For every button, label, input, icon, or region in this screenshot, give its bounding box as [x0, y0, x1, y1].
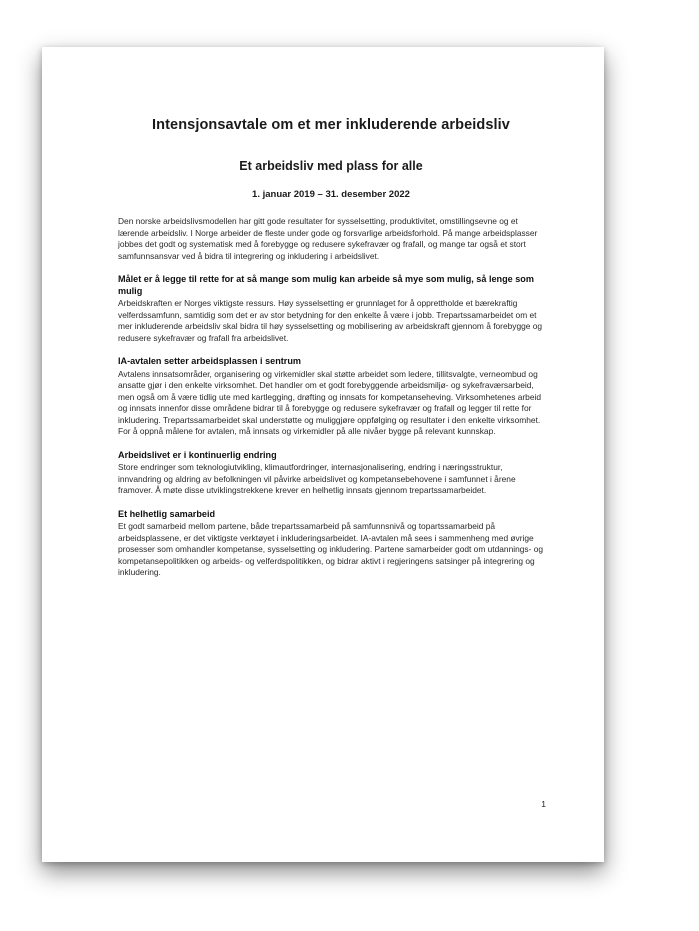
- section-heading-cooperation: Et helhetlig samarbeid: [118, 508, 216, 519]
- section-body-change: Store endringer som teknologiutvikling, klimautfordringer, internasjonalisering, endring i næringsstruktur, innvandring og aldring av befolkningen vil påvirke arbeidslivet og kompetansebehovene i samfunnet i årene framover. Å møte disse utviklingstrekkene krever en helhetlig innsats gjennom trepartssamarbeidet.: [118, 462, 516, 495]
- section-heading-change: Arbeidslivet er i kontinuerlig endring: [118, 449, 277, 460]
- section-heading-workplace: IA-avtalen setter arbeidsplassen i sentrum: [118, 356, 301, 366]
- section-body-goal: Arbeidskraften er Norges viktigste ressurs. Høy sysselsetting er grunnlaget for å opprettholde et bærekraftig velferdssamfunn, samtidig som det er av stor betydning for den enkelte å være i jobb. Trepartssamarbeidet om et mer inkluderende arbeidsliv skal bidra til høy sysselsetting og mobilisering av arbeidskraft gjennom å forebygge og redusere sykefravær og frafall fra arbeidslivet.: [118, 298, 543, 343]
- intro-paragraph: Den norske arbeidslivsmodellen har gitt gode resultater for sysselsetting, produktivitet, omstillingsevne og et lærende arbeidsliv. I Norge arbeider de fleste under gode og forsvarlige arbeidsforhold. På mange arbeidsplasser jobbes det godt og systematisk med å forebygge og redusere sykefravær og frafall, og mange tar også et stort samfunnsansvar ved å bidra til integrering og inkludering i arbeidslivet.: [118, 216, 538, 261]
- document-page: [42, 47, 604, 862]
- section-body-cooperation: Et godt samarbeid mellom partene, både trepartssamarbeid på samfunnsnivå og topartssamarbeid på arbeidsplassene, er det viktigste verktøyet i inkluderingsarbeidet. IA-avtalen må sees i sammenheng med øvrige prosesser som omhandler kompetanse, sysselsetting og inkludering. Partene samarbeider godt om utdannings- og kompetansepolitikken og arbeids- og velferdspolitikken, og bidrar aktivt i regjeringens satsinger på integrering og inkludering.: [118, 521, 544, 577]
- section-body-workplace: Avtalens innsatsområder, organisering og virkemidler skal støtte arbeidet som ledere, tillitsvalgte, verneombud og ansatte gjør i den enkelte virksomhet. Det handler om et godt forebyggende arbeidsmiljø- og sykefraværsarbeid, men også om å være tidlig ute med kartlegging, drøfting og innsats for kompetanseheving. Virksomhetenes arbeid og innsats innenfor disse områdene bidrar til å forebygge og redusere sykefravær og frafall og legger til rette for inkludering. Trepartssamarbeidet skal understøtte og muliggjøre oppfølging og resultater i den enkelte virksomhet. For å oppnå målene for avtalen, må innsats og virkemidler på alle nivåer bygge på relevant kunnskap.: [118, 368, 542, 436]
- document-title: Intensjonsavtale om et mer inkluderende arbeidsliv: [152, 117, 510, 133]
- page-number: 1: [541, 799, 546, 809]
- document-subtitle: Et arbeidsliv med plass for alle: [239, 159, 423, 173]
- section-heading-goal: Målet er å legge til rette for at så mange som mulig kan arbeide så mye som mulig, så lenge som mulig: [118, 274, 534, 296]
- agreement-period: 1. januar 2019 – 31. desember 2022: [252, 189, 410, 200]
